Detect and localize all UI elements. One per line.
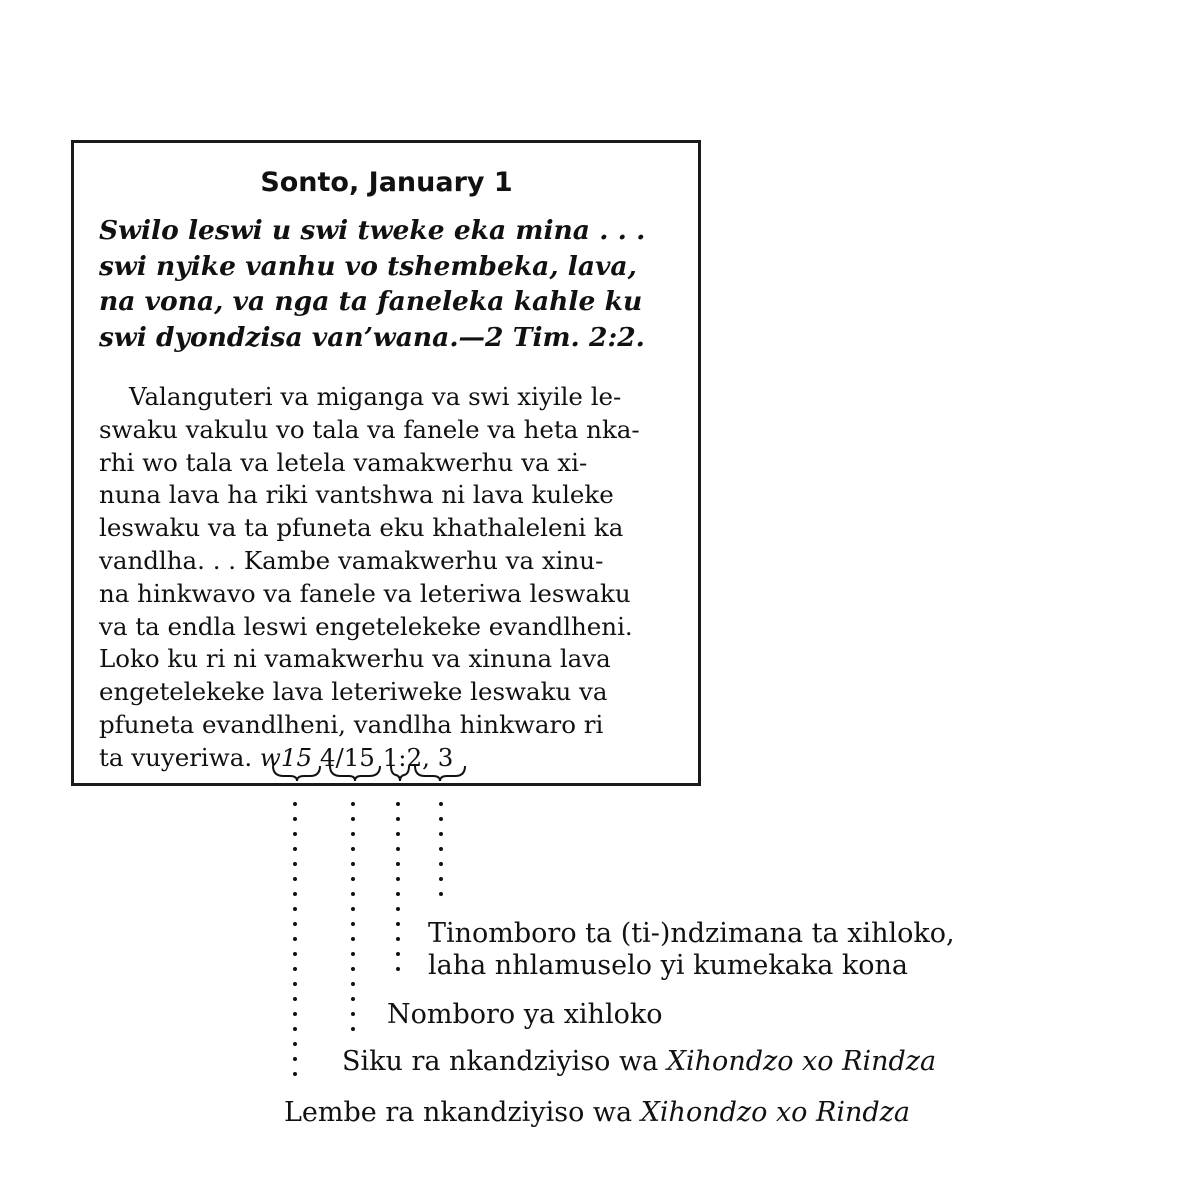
- comment-line: va ta endla leswi engetelekeke evandlheni.: [99, 611, 633, 641]
- callout-article-text: Nomboro ya xihloko: [387, 999, 663, 1030]
- reference-issue: 4/15: [319, 742, 375, 772]
- date-heading: Sonto, January 1: [260, 167, 513, 198]
- callout-paragraphs: [428, 918, 955, 982]
- scripture-line: Swilo leswi u swi tweke eka mina . . .: [99, 215, 646, 246]
- reference-publication: w15: [259, 742, 313, 772]
- comment-paragraph: [99, 381, 674, 775]
- daily-text-card: [71, 140, 701, 786]
- comment-line: nuna lava ha riki vantshwa ni lava kuleke: [99, 480, 614, 510]
- callout-issue: [342, 1046, 936, 1078]
- scripture-quote: [99, 213, 674, 355]
- callout-publication-text: Lembe ra nkandziyiso wa: [284, 1097, 641, 1128]
- comment-line: pfuneta evandlheni, vandlha hinkwaro ri: [99, 709, 604, 739]
- scripture-line: swi dyondzisa van’wana.—2 Tim. 2:2.: [99, 321, 645, 353]
- comment-last-line: [99, 742, 674, 775]
- scripture-line: swi nyike vanhu vo tshembeka, lava,: [99, 250, 637, 282]
- comment-line: na hinkwavo va fanele va leteriwa leswaku: [99, 578, 631, 608]
- comment-line: Loko ku ri ni vamakwerhu va xinuna lava: [99, 644, 611, 674]
- comment-last-line-text: ta vuyeriwa.: [99, 742, 253, 772]
- comment-line: swaku vakulu vo tala va fanele va heta nka-: [99, 414, 640, 444]
- reference-article: 1: [382, 742, 399, 772]
- reference-paragraphs: 2, 3: [406, 742, 454, 772]
- comment-line: leswaku va ta pfuneta eku khathaleleni ka: [99, 513, 624, 543]
- callout-publication: [284, 1097, 910, 1129]
- reference-separator: :: [398, 742, 407, 772]
- callout-paragraphs-line: laha nhlamuselo yi kumekaka kona: [428, 950, 909, 981]
- comment-line: vandlha. . . Kambe vamakwerhu va xinu-: [99, 545, 604, 575]
- callout-issue-text: Siku ra nkandziyiso wa: [342, 1046, 667, 1077]
- comment-line: Valanguteri va miganga va swi xiyile le-: [129, 382, 622, 411]
- callout-article: [387, 999, 662, 1031]
- scripture-line: na vona, va nga ta faneleka kahle ku: [99, 286, 643, 317]
- comment-line: engetelekeke lava leteriweke leswaku va: [99, 677, 608, 707]
- callout-publication-name: Xihondzo xo Rindza: [640, 1097, 910, 1128]
- comment-line: rhi wo tala va letela vamakwerhu va xi-: [99, 447, 588, 477]
- callout-issue-publication: Xihondzo xo Rindza: [666, 1046, 937, 1077]
- callout-paragraphs-line: Tinomboro ta (ti-)ndzimana ta xihloko,: [428, 918, 955, 949]
